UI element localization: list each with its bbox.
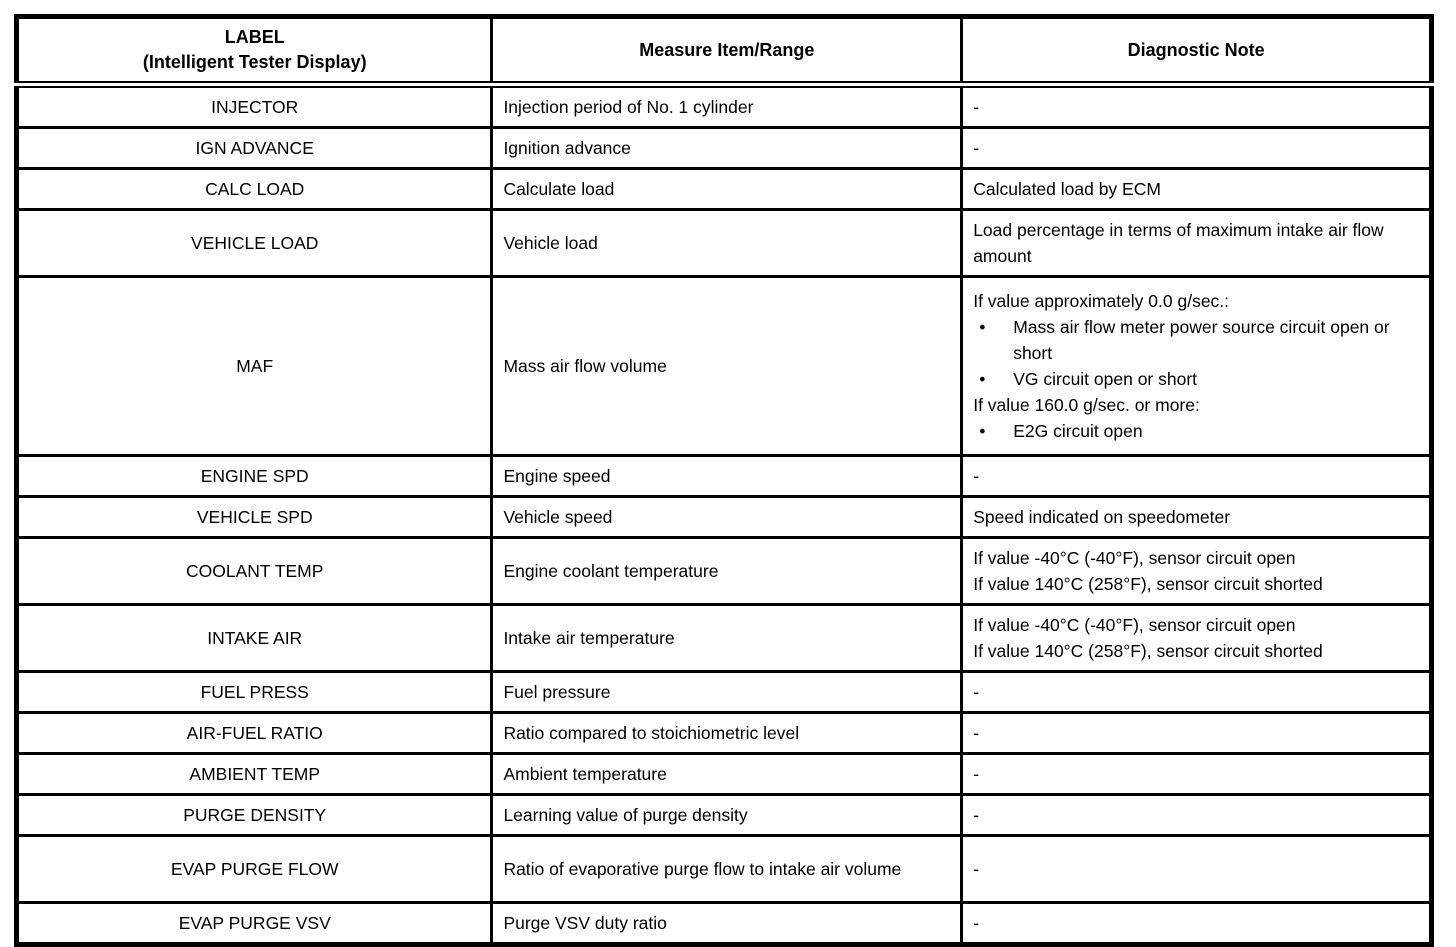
note-line-text: If value approximately 0.0 g/sec.: bbox=[973, 291, 1230, 311]
label-cell: PURGE DENSITY bbox=[17, 795, 492, 836]
note-cell: - bbox=[962, 754, 1432, 795]
note-line-text: E2G circuit open bbox=[1013, 421, 1143, 441]
column-header-note: Diagnostic Note bbox=[962, 17, 1432, 85]
note-cell: - bbox=[962, 672, 1432, 713]
note-cell: - bbox=[962, 456, 1432, 497]
note-line-text: If value 160.0 g/sec. or more: bbox=[973, 395, 1200, 415]
note-cell: - bbox=[962, 713, 1432, 754]
table-row bbox=[17, 605, 1432, 672]
note-bullet-line bbox=[973, 418, 1419, 444]
measure-cell: Calculate load bbox=[492, 169, 962, 210]
measure-cell: Fuel pressure bbox=[492, 672, 962, 713]
label-cell: INTAKE AIR bbox=[17, 605, 492, 672]
note-line-text: If value -40°C (-40°F), sensor circuit open bbox=[973, 548, 1296, 568]
table-row bbox=[17, 754, 1432, 795]
table-row bbox=[17, 795, 1432, 836]
header-label-line1: LABEL bbox=[224, 27, 285, 47]
measure-cell: Vehicle speed bbox=[492, 497, 962, 538]
measure-cell: Engine coolant temperature bbox=[492, 538, 962, 605]
note-cell: - bbox=[962, 128, 1432, 169]
note-cell bbox=[962, 538, 1432, 605]
note-line-text: If value 140°C (258°F), sensor circuit shorted bbox=[973, 574, 1323, 594]
label-cell: MAF bbox=[17, 277, 492, 456]
diagnostic-data-table bbox=[14, 14, 1434, 947]
measure-cell: Learning value of purge density bbox=[492, 795, 962, 836]
table-row bbox=[17, 836, 1432, 903]
table-row bbox=[17, 538, 1432, 605]
label-cell: VEHICLE LOAD bbox=[17, 210, 492, 277]
measure-cell: Engine speed bbox=[492, 456, 962, 497]
header-row bbox=[17, 17, 1432, 85]
note-line-text: If value 140°C (258°F), sensor circuit shorted bbox=[973, 641, 1323, 661]
note-line-text: VG circuit open or short bbox=[1013, 369, 1198, 389]
bullet-icon: • bbox=[979, 317, 986, 337]
table-row bbox=[17, 85, 1432, 128]
measure-cell: Ambient temperature bbox=[492, 754, 962, 795]
label-cell: VEHICLE SPD bbox=[17, 497, 492, 538]
note-cell: Calculated load by ECM bbox=[962, 169, 1432, 210]
label-cell: EVAP PURGE FLOW bbox=[17, 836, 492, 903]
table-row bbox=[17, 456, 1432, 497]
label-cell: CALC LOAD bbox=[17, 169, 492, 210]
measure-cell: Mass air flow volume bbox=[492, 277, 962, 456]
measure-cell: Purge VSV duty ratio bbox=[492, 903, 962, 945]
bullet-icon: • bbox=[979, 421, 986, 441]
header-label-line2: (Intelligent Tester Display) bbox=[142, 52, 367, 72]
table-row bbox=[17, 210, 1432, 277]
label-cell: IGN ADVANCE bbox=[17, 128, 492, 169]
table-row bbox=[17, 169, 1432, 210]
label-cell: AMBIENT TEMP bbox=[17, 754, 492, 795]
column-header-measure: Measure Item/Range bbox=[492, 17, 962, 85]
note-cell: - bbox=[962, 85, 1432, 128]
note-cell bbox=[962, 605, 1432, 672]
label-cell: EVAP PURGE VSV bbox=[17, 903, 492, 945]
table-row bbox=[17, 128, 1432, 169]
note-cell: - bbox=[962, 903, 1432, 945]
note-cell: - bbox=[962, 795, 1432, 836]
note-cell: - bbox=[962, 836, 1432, 903]
table-row bbox=[17, 277, 1432, 456]
note-line-text: If value -40°C (-40°F), sensor circuit open bbox=[973, 615, 1296, 635]
measure-cell: Ignition advance bbox=[492, 128, 962, 169]
measure-cell: Injection period of No. 1 cylinder bbox=[492, 85, 962, 128]
note-bullet-line bbox=[973, 366, 1419, 392]
table-row bbox=[17, 713, 1432, 754]
label-cell: FUEL PRESS bbox=[17, 672, 492, 713]
note-cell: Load percentage in terms of maximum intake air flow amount bbox=[962, 210, 1432, 277]
note-bullet-line bbox=[973, 314, 1419, 366]
measure-cell: Ratio compared to stoichiometric level bbox=[492, 713, 962, 754]
label-cell: COOLANT TEMP bbox=[17, 538, 492, 605]
measure-cell: Vehicle load bbox=[492, 210, 962, 277]
note-line-text: Mass air flow meter power source circuit open or short bbox=[1013, 317, 1390, 363]
bullet-icon: • bbox=[979, 369, 986, 389]
column-header-label bbox=[17, 17, 492, 85]
label-cell: INJECTOR bbox=[17, 85, 492, 128]
label-cell: ENGINE SPD bbox=[17, 456, 492, 497]
table-row bbox=[17, 497, 1432, 538]
note-cell: Speed indicated on speedometer bbox=[962, 497, 1432, 538]
measure-cell: Intake air temperature bbox=[492, 605, 962, 672]
measure-cell: Ratio of evaporative purge flow to intake air volume bbox=[492, 836, 962, 903]
note-cell bbox=[962, 277, 1432, 456]
label-cell: AIR-FUEL RATIO bbox=[17, 713, 492, 754]
table-row bbox=[17, 672, 1432, 713]
